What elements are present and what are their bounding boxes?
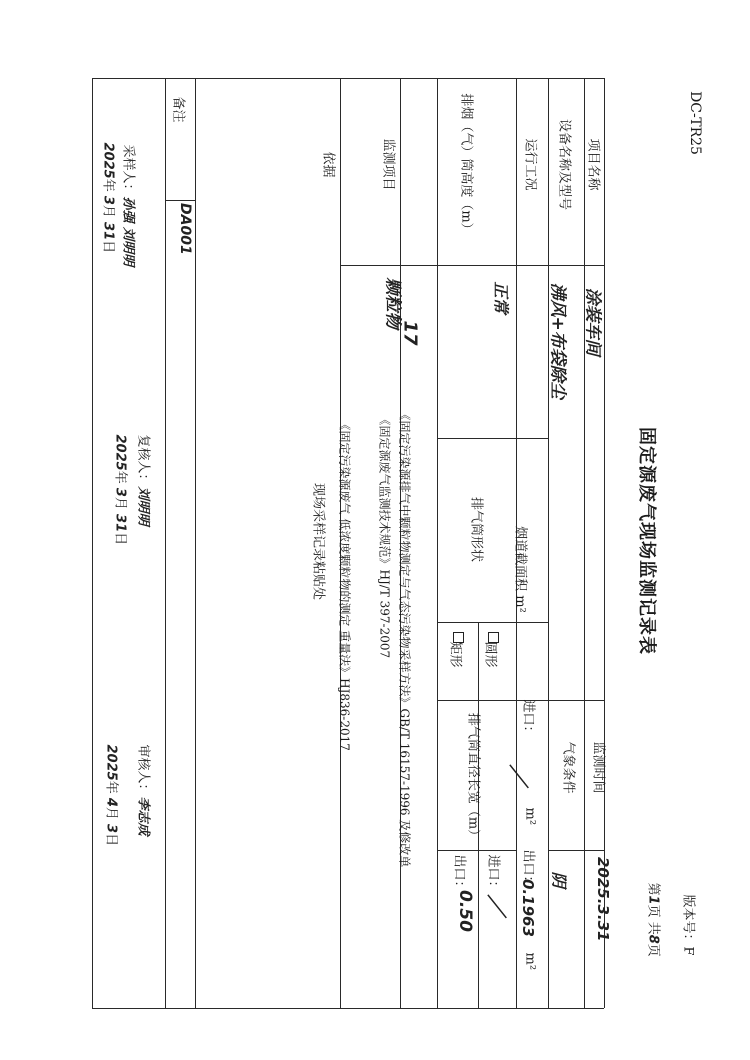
shape-inner-line <box>478 622 479 700</box>
reviewer-month-char: 月 <box>112 496 128 510</box>
page-suffix: 页 <box>645 943 661 957</box>
inlet-unit: m² <box>522 807 538 826</box>
sampler-year-char: 年 <box>100 178 116 192</box>
approver-value: 李志成 <box>135 796 151 836</box>
reviewer-month: 3 <box>112 487 128 497</box>
sampler-value: 孙强 刘明明 <box>120 196 136 267</box>
reviewer-year: 2025 <box>112 434 128 471</box>
page-count <box>646 883 665 983</box>
stack-height-label: 排烟（气）筒高度（m） <box>458 93 474 236</box>
remarks-divider <box>165 200 195 201</box>
shape-rect-label: 矩形 <box>447 641 463 668</box>
dia-inlet-label: 进口： <box>485 854 501 894</box>
paste-area-label: 现场采样记录粘贴处 <box>310 482 326 600</box>
flue-area-divider-a <box>437 438 548 439</box>
version-label: 版本号： <box>680 894 696 947</box>
basis-label: 依据 <box>320 151 336 178</box>
approver-year: 2025 <box>103 744 119 781</box>
label-divider <box>340 265 604 266</box>
reviewer-year-char: 年 <box>112 470 128 484</box>
reviewer-day: 31 <box>112 514 128 533</box>
approver-month-char: 月 <box>103 806 119 820</box>
weather-label: 气象条件 <box>560 741 576 794</box>
dia-inlet-value: ／ <box>484 894 509 915</box>
monitor-item-value: 颗粒物 <box>382 277 403 329</box>
sampler-year: 2025 <box>100 142 116 179</box>
outlet-label: 出口： <box>520 849 536 889</box>
page-number: 1 <box>645 895 661 905</box>
approver-day: 3 <box>103 824 119 834</box>
monitor-item-label: 监测项目 <box>380 138 396 191</box>
reviewer-value: 刘明明 <box>135 486 151 526</box>
shape-circle-label: 圆形 <box>482 641 498 668</box>
form-title: 固定源废气现场监测记录表 <box>636 427 657 655</box>
diameter-label: 排气筒直径长宽（m） <box>465 712 481 843</box>
version-info <box>681 895 700 1005</box>
time-divider-a <box>548 700 604 701</box>
equipment-label: 设备名称及型号 <box>556 118 572 210</box>
table-border-top <box>92 78 604 79</box>
dia-outlet-value: 0.50 <box>455 890 475 932</box>
col-line-7 <box>195 78 196 1008</box>
sampler-date <box>101 143 120 313</box>
remarks-value: DA001 <box>177 203 193 255</box>
approver-year-char: 年 <box>103 780 119 794</box>
time-divider-b <box>548 850 604 851</box>
operation-value: 正常 <box>491 281 511 314</box>
monitor-time-label: 监测时间 <box>590 741 606 794</box>
doc-code: DC-TR25 <box>687 91 703 155</box>
col-line-8 <box>165 78 166 1008</box>
sampler-month: 3 <box>100 195 116 205</box>
approver-month: 4 <box>103 797 119 807</box>
basis-line-2: 《固定污染源排气中颗粒物测定与气态污染物采样方法》GB/T 16157-1996 及修改单 <box>397 408 412 868</box>
page-prefix: 第 <box>645 882 661 896</box>
monitor-time-value: 2025.3.31 <box>594 857 612 942</box>
outlet-value: 0.1963 <box>519 879 537 937</box>
stack-height-value: 17 <box>399 320 421 346</box>
version-value: F <box>680 946 696 956</box>
dia-outlet-label: 出口： <box>451 854 467 894</box>
basis-line-3: 《固定污染源废气 低浓度颗粒物的测定 重量法》HJ836-2017 <box>337 418 352 751</box>
weather-value: 阴 <box>549 871 569 888</box>
reviewer-signature <box>136 435 155 575</box>
sampler-label: 采样人： <box>120 144 136 197</box>
approver-date <box>104 745 123 915</box>
operation-label: 运行工况 <box>522 138 538 191</box>
sampler-month-char: 月 <box>100 204 116 218</box>
table-border-bottom <box>92 1008 604 1009</box>
project-name-value: 涂装车间 <box>582 287 603 356</box>
reviewer-day-char: 日 <box>112 532 128 546</box>
sampler-signature <box>121 145 140 315</box>
reviewer-date <box>113 435 132 605</box>
approver-label: 审核人： <box>135 744 151 797</box>
reviewer-label: 复核人： <box>135 434 151 487</box>
equipment-value: 沸风+布袋除尘 <box>547 282 568 399</box>
sampler-day-char: 日 <box>100 240 116 254</box>
col-line-4 <box>437 78 438 1008</box>
col-line-9 <box>92 78 93 1008</box>
sampler-day: 31 <box>100 222 116 241</box>
approver-signature <box>136 745 155 875</box>
flue-area-label: 烟道截面积 m² <box>512 526 528 613</box>
page-total: 8 <box>645 934 661 944</box>
col-line-2 <box>548 78 549 1008</box>
project-name-label: 项目名称 <box>585 138 601 191</box>
stack-shape-label: 排气筒形状 <box>468 496 484 562</box>
basis-line-1: 《固定源废气监测技术规范》HJ/T 397-2007 <box>377 413 392 659</box>
page-mid: 页 共 <box>645 904 661 935</box>
approver-day-char: 日 <box>103 833 119 847</box>
inlet-label: 进口： <box>520 699 536 739</box>
outlet-unit: m² <box>522 952 538 971</box>
remarks-label: 备注 <box>170 96 186 123</box>
inlet-value: ／ <box>506 764 531 785</box>
